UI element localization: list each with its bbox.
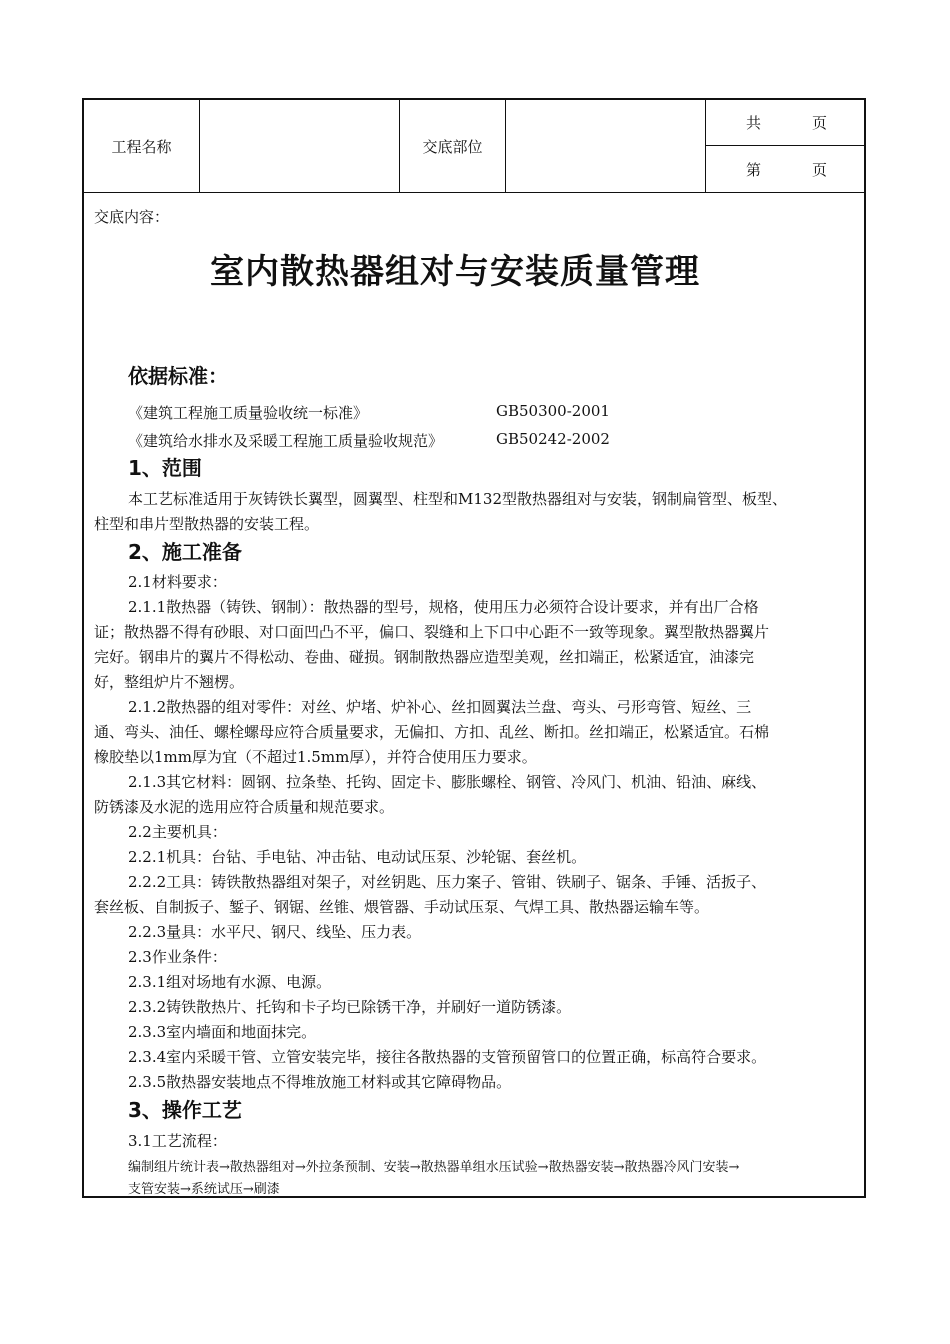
- paragraph-line: 本工艺标准适用于灰铸铁长翼型，圆翼型、柱型和M132型散热器组对与安装，钢制扁管型、板型、: [128, 490, 787, 508]
- paragraph-line: 2.3.4室内采暖干管、立管安装完毕，接往各散热器的支管预留管口的位置正确，标高符合要求。: [128, 1048, 767, 1066]
- page-number-suffix: 页: [812, 160, 828, 179]
- standard-code: GB50242-2002: [496, 430, 610, 448]
- intro-label: 交底内容：: [94, 208, 170, 226]
- section-2-heading: 2、施工准备: [128, 540, 242, 564]
- page-number-prefix: 第: [746, 160, 762, 179]
- paragraph-line: 2.2.3量具：水平尺、钢尺、线坠、压力表。: [128, 923, 422, 941]
- total-pages-prefix: 共: [746, 114, 762, 132]
- disclosure-part-value[interactable]: [506, 100, 706, 192]
- paragraph-line: 2.2.1机具：台钻、手电钻、冲击钻、电动试压泵、沙轮锯、套丝机。: [128, 848, 587, 866]
- paragraph-line: 2.3.3室内墙面和地面抹完。: [128, 1023, 317, 1041]
- page-title: 室内散热器组对与安装质量管理: [210, 252, 700, 292]
- paragraph-line: 2.1.1散热器（铸铁、钢制）：散热器的型号，规格，使用压力必须符合设计要求，并有出厂合格: [128, 598, 759, 616]
- paragraph-line: 好，整组炉片不翘楞。: [94, 673, 245, 691]
- disclosure-part-label: 交底部位: [400, 100, 506, 192]
- paragraph-line: 2.2主要机具：: [128, 823, 227, 841]
- standard-code: GB50300-2001: [496, 402, 610, 420]
- paragraph-line: 2.3.2铸铁散热片、托钩和卡子均已除锈干净，并刷好一道防锈漆。: [128, 998, 572, 1016]
- paragraph-line: 2.2.2工具：铸铁散热器组对架子，对丝钥匙、压力案子、管钳、铁刷子、锯条、手锤、活扳子、: [128, 873, 767, 891]
- process-flow-line: 支管安装→系统试压→刷漆: [128, 1182, 280, 1197]
- paragraph-line: 2.1.3其它材料：圆钢、拉条垫、托钩、固定卡、膨胀螺栓、钢管、冷风门、机油、铅油、麻线、: [128, 773, 767, 791]
- page-number: [706, 146, 864, 192]
- disclosure-form: [82, 98, 866, 1198]
- section-3-heading: 3、操作工艺: [128, 1098, 242, 1122]
- paragraph-line: 证；散热器不得有砂眼、对口面凹凸不平，偏口、裂缝和上下口中心距不一致等现象。翼型散热器翼片: [94, 623, 770, 641]
- paragraph-line: 2.3.1组对场地有水源、电源。: [128, 973, 332, 991]
- paragraph-line: 通、弯头、油任、螺栓螺母应符合质量要求，无偏扣、方扣、乱丝、断扣。丝扣端正，松紧适宜。石棉: [94, 723, 770, 741]
- paragraph-line: 橡胶垫以1mm厚为宜（不超过1.5mm厚），并符合使用压力要求。: [94, 748, 537, 766]
- process-flow-line: 编制组片统计表→散热器组对→外拉条预制、安装→散热器单组水压试验→散热器安装→散热器冷风门安装→: [128, 1160, 740, 1175]
- total-pages: [706, 100, 864, 146]
- standard-name: 《建筑工程施工质量验收统一标准》: [128, 404, 369, 422]
- paragraph-line: 2.3.5散热器安装地点不得堆放施工材料或其它障碍物品。: [128, 1073, 512, 1091]
- paragraph-line: 套丝板、自制扳子、錾子、钢锯、丝锥、煨管器、手动试压泵、气焊工具、散热器运输车等。: [94, 898, 710, 916]
- header-table: [84, 100, 864, 193]
- paragraph-line: 完好。钢串片的翼片不得松动、卷曲、碰损。钢制散热器应造型美观，丝扣端正，松紧适宜，油漆完: [94, 648, 755, 666]
- paragraph-line: 防锈漆及水泥的选用应符合质量和规范要求。: [94, 798, 395, 816]
- paragraph-line: 2.1材料要求：: [128, 573, 227, 591]
- paragraph-line: 3.1工艺流程：: [128, 1132, 227, 1150]
- total-pages-suffix: 页: [812, 114, 828, 132]
- project-name-label: 工程名称: [84, 100, 200, 192]
- project-name-value[interactable]: [200, 100, 400, 192]
- standard-name: 《建筑给水排水及采暖工程施工质量验收规范》: [128, 432, 444, 450]
- paragraph-line: 2.3作业条件：: [128, 948, 227, 966]
- paragraph-line: 2.1.2散热器的组对零件：对丝、炉堵、炉补心、丝扣圆翼法兰盘、弯头、弓形弯管、短丝、三: [128, 698, 752, 716]
- section-1-heading: 1、范围: [128, 456, 202, 480]
- basis-heading: 依据标准：: [128, 364, 228, 388]
- paragraph-line: 柱型和串片型散热器的安装工程。: [94, 515, 320, 533]
